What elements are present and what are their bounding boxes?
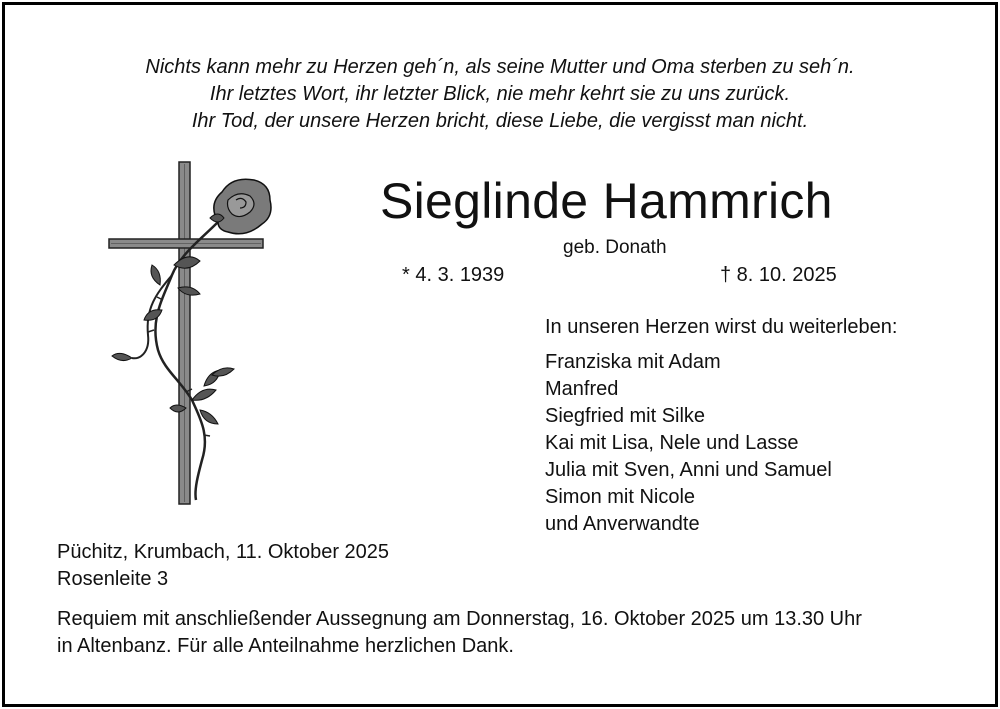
list-item: Kai mit Lisa, Nele und Lasse (545, 432, 799, 454)
service-line-2: in Altenbanz. Für alle Anteilnahme herzlichen Dank. (57, 635, 514, 657)
list-item: Siegfried mit Silke (545, 405, 706, 427)
place-line: Püchitz, Krumbach, 11. Oktober 2025 (57, 541, 390, 563)
poem-line-2: Ihr letztes Wort, ihr letzter Blick, nie mehr kehrt sie zu uns zurück. (209, 83, 791, 105)
service-notice (57, 606, 862, 660)
place-and-date (57, 539, 389, 593)
cross-with-rose-icon (100, 160, 280, 510)
poem-line-3: Ihr Tod, der unsere Herzen bricht, diese Liebe, die vergisst man nicht. (191, 110, 809, 132)
list-item: Manfred (545, 378, 619, 400)
list-item: und Anverwandte (545, 513, 700, 535)
maiden-name: geb. Donath (563, 237, 667, 258)
service-line-1: Requiem mit anschließender Aussegnung am Donnerstag, 16. Oktober 2025 um 13.30 Uhr (57, 608, 862, 630)
mourners-intro: In unseren Herzen wirst du weiterleben: (545, 316, 898, 338)
memorial-poem (0, 54, 1000, 135)
death-date: † 8. 10. 2025 (720, 264, 837, 286)
list-item: Franziska mit Adam (545, 351, 721, 373)
list-item: Simon mit Nicole (545, 486, 696, 508)
birth-date: * 4. 3. 1939 (402, 264, 505, 286)
list-item: Julia mit Sven, Anni und Samuel (545, 459, 832, 481)
deceased-name: Sieglinde Hammrich (380, 173, 833, 229)
address-line: Rosenleite 3 (57, 568, 169, 590)
mourners-list (545, 349, 832, 538)
poem-line-1: Nichts kann mehr zu Herzen geh´n, als seine Mutter und Oma sterben zu seh´n. (145, 56, 855, 78)
